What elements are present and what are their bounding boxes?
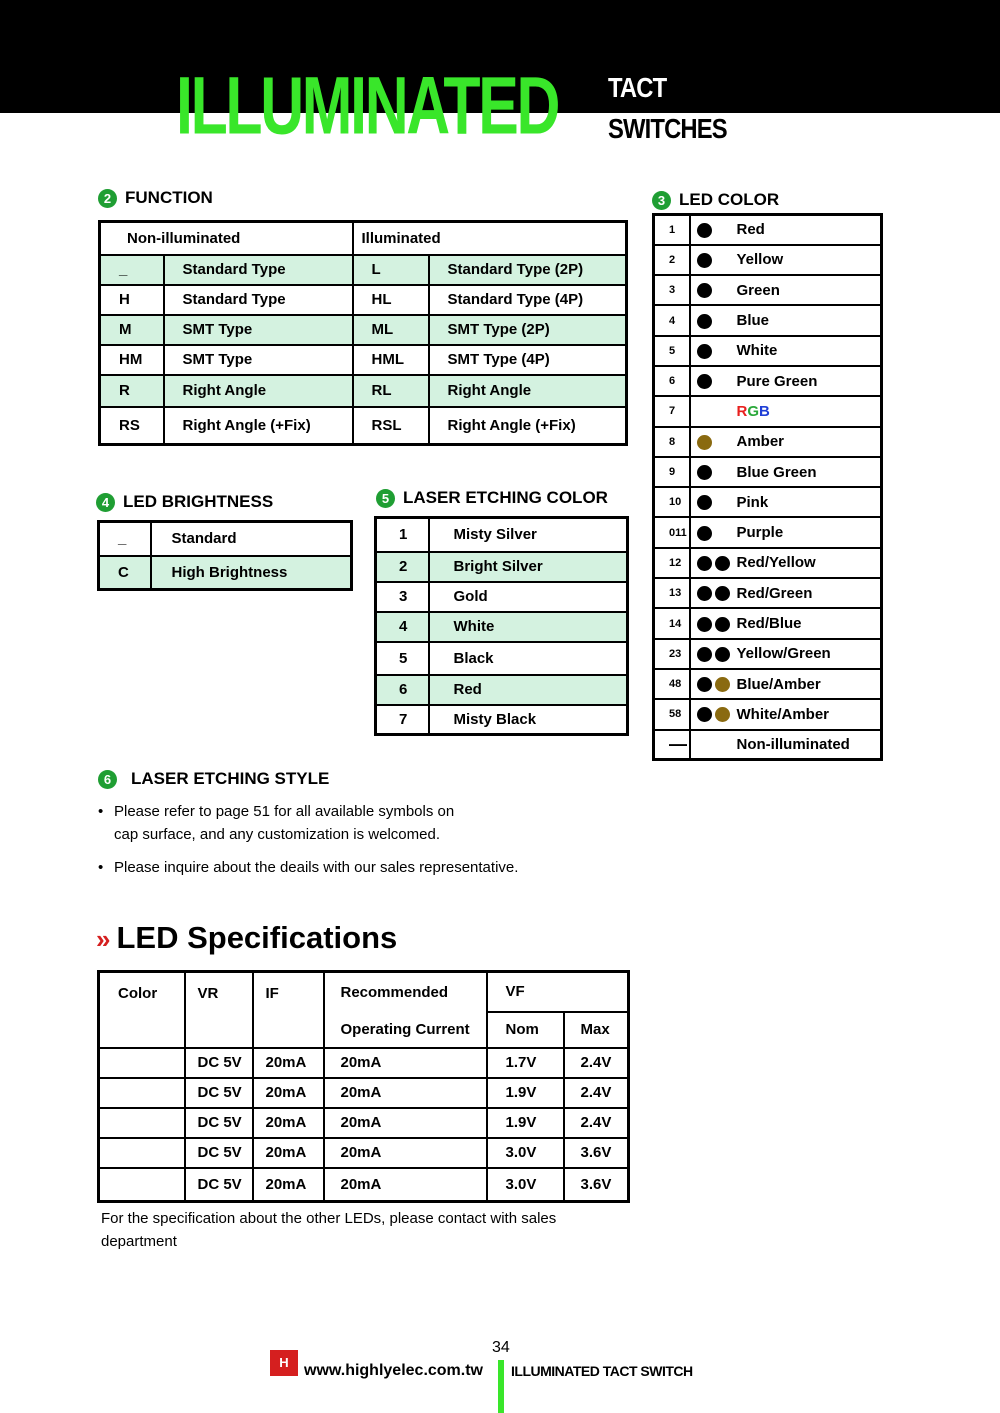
vr-value: DC 5V	[185, 1138, 253, 1168]
color-cell	[99, 1138, 185, 1168]
table-row	[654, 215, 882, 245]
table-row	[100, 345, 627, 375]
nom-value: 3.0V	[487, 1138, 564, 1168]
table-row	[654, 487, 882, 517]
color-name-cell	[690, 366, 882, 396]
table-row	[654, 669, 882, 699]
name-illuminated: Standard Type (2P)	[429, 255, 627, 285]
table-row	[654, 639, 882, 669]
section-number: 6	[98, 770, 117, 789]
table-row	[99, 1078, 629, 1108]
led-dot-icon	[697, 615, 737, 632]
code-non-illuminated: H	[100, 285, 164, 315]
color-name: Blue Green	[736, 463, 817, 481]
name-non-illuminated: Right Angle	[164, 375, 353, 407]
brightness-name: Standard	[151, 522, 352, 556]
color-code: 9	[654, 457, 690, 487]
brightness-code: _	[99, 522, 151, 556]
footer-label: ILLUMINATED TACT SWITCH	[511, 1363, 693, 1379]
color-name: Blue/Amber	[736, 675, 821, 693]
col-header-recommended: Recommended	[324, 972, 487, 1012]
etching-name: Black	[429, 642, 628, 675]
led-dot-icon	[697, 676, 737, 693]
color-cell	[99, 1108, 185, 1138]
name-illuminated: Right Angle (+Fix)	[429, 407, 627, 445]
color-name: Yellow/Green	[736, 645, 831, 663]
etching-style-heading	[98, 769, 329, 789]
brightness-code: C	[99, 556, 151, 590]
led-dot-icon	[697, 464, 737, 481]
etching-color-heading	[376, 488, 608, 508]
color-cell	[99, 1168, 185, 1202]
section-number: 3	[652, 191, 671, 210]
table-row	[100, 407, 627, 445]
col-header-vr: VR	[185, 972, 253, 1048]
col-header-nom: Nom	[487, 1012, 564, 1048]
color-name-cell	[690, 669, 882, 699]
led-dot-icon	[697, 554, 737, 571]
name-illuminated: Standard Type (4P)	[429, 285, 627, 315]
etching-name: Red	[429, 675, 628, 705]
color-name-cell	[690, 487, 882, 517]
max-value: 2.4V	[564, 1048, 629, 1078]
color-code: 6	[654, 366, 690, 396]
name-non-illuminated: SMT Type	[164, 345, 353, 375]
subtitle-tact: TACT	[608, 72, 667, 103]
color-name: Purple	[736, 524, 784, 542]
color-code: 58	[654, 699, 690, 729]
table-row	[99, 556, 352, 590]
col-header-operating-current: Operating Current	[324, 1012, 487, 1048]
color-name-cell	[690, 457, 882, 487]
etching-name: Gold	[429, 582, 628, 612]
code-non-illuminated: RS	[100, 407, 164, 445]
col-header-max: Max	[564, 1012, 629, 1048]
table-row	[99, 1108, 629, 1138]
color-name: RGB	[736, 402, 770, 420]
section-number: 5	[376, 489, 395, 508]
code-non-illuminated: M	[100, 315, 164, 345]
color-name: Red/Yellow	[736, 554, 816, 572]
chevron-icon: »	[96, 924, 111, 954]
current-value: 20mA	[324, 1078, 487, 1108]
max-value: 2.4V	[564, 1108, 629, 1138]
page-number: 34	[492, 1339, 510, 1356]
spec-note: For the specification about the other LEDs, please contact with sales department	[101, 1210, 557, 1250]
led-dot-icon	[697, 494, 737, 511]
nom-value: 1.7V	[487, 1048, 564, 1078]
code-illuminated: ML	[353, 315, 429, 345]
table-row	[654, 578, 882, 608]
if-value: 20mA	[253, 1048, 324, 1078]
led-spec-heading: » LED Specifications	[96, 920, 398, 955]
website-link[interactable]: www.highlyelec.com.tw	[304, 1362, 483, 1379]
table-row	[654, 275, 882, 305]
section-number: 2	[98, 189, 117, 208]
color-code: 7	[654, 396, 690, 426]
current-value: 20mA	[324, 1048, 487, 1078]
color-name: Red/Green	[736, 584, 813, 602]
color-name-cell	[690, 305, 882, 335]
highly-logo: H	[270, 1350, 298, 1376]
etching-code: 1	[376, 518, 429, 552]
code-non-illuminated: HM	[100, 345, 164, 375]
table-row	[654, 305, 882, 335]
vr-value: DC 5V	[185, 1108, 253, 1138]
table-row	[376, 612, 628, 642]
section-title: FUNCTION	[125, 188, 213, 207]
nom-value: 1.9V	[487, 1078, 564, 1108]
table-row	[99, 1048, 629, 1078]
table-row	[654, 366, 882, 396]
led-dot-icon	[697, 645, 737, 662]
color-name: Pure Green	[736, 372, 818, 390]
vr-value: DC 5V	[185, 1048, 253, 1078]
color-name-cell	[690, 608, 882, 638]
current-value: 20mA	[324, 1168, 487, 1202]
table-row	[376, 582, 628, 612]
name-non-illuminated: Standard Type	[164, 255, 353, 285]
etching-color-table	[374, 516, 629, 736]
name-non-illuminated: Standard Type	[164, 285, 353, 315]
led-dot-icon	[697, 433, 737, 450]
color-name: Pink	[736, 493, 769, 511]
code-illuminated: HML	[353, 345, 429, 375]
color-cell	[99, 1048, 185, 1078]
color-name: Blue	[736, 312, 770, 330]
vr-value: DC 5V	[185, 1078, 253, 1108]
led-dot-icon	[697, 282, 737, 299]
table-row	[654, 608, 882, 638]
table-row	[376, 675, 628, 705]
color-name-cell	[690, 275, 882, 305]
color-name-cell	[690, 699, 882, 729]
table-row	[99, 522, 352, 556]
table-row	[376, 518, 628, 552]
name-non-illuminated: SMT Type	[164, 315, 353, 345]
table-row	[376, 705, 628, 735]
vr-value: DC 5V	[185, 1168, 253, 1202]
table-row	[654, 699, 882, 729]
etching-code: 2	[376, 552, 429, 582]
section-title: LED COLOR	[679, 190, 780, 209]
code-illuminated: L	[353, 255, 429, 285]
current-value: 20mA	[324, 1138, 487, 1168]
table-row	[654, 517, 882, 547]
table-row	[654, 427, 882, 457]
page-title: ILLUMINATED	[176, 58, 559, 152]
code-illuminated: RL	[353, 375, 429, 407]
col-header-color: Color	[99, 972, 185, 1048]
name-illuminated: SMT Type (2P)	[429, 315, 627, 345]
led-dot-icon	[697, 706, 737, 723]
etching-code: 4	[376, 612, 429, 642]
function-table	[98, 220, 628, 446]
brightness-table	[97, 520, 353, 591]
if-value: 20mA	[253, 1168, 324, 1202]
table-row	[99, 1138, 629, 1168]
table-row	[654, 245, 882, 275]
col-header-vf: VF	[487, 972, 629, 1012]
color-code: 5	[654, 336, 690, 366]
code-illuminated: RSL	[353, 407, 429, 445]
footer-accent-bar	[498, 1360, 504, 1413]
table-row	[99, 1168, 629, 1202]
color-name: Amber	[736, 433, 785, 451]
led-color-heading	[652, 190, 779, 210]
color-name: Non-illuminated	[736, 735, 850, 753]
name-non-illuminated: Right Angle (+Fix)	[164, 407, 353, 445]
etching-name: Bright Silver	[429, 552, 628, 582]
led-dot-icon	[697, 585, 737, 602]
table-row	[100, 375, 627, 407]
color-name: Green	[736, 281, 780, 299]
if-value: 20mA	[253, 1078, 324, 1108]
color-name-cell	[690, 578, 882, 608]
led-dot-icon	[697, 342, 737, 359]
code-illuminated: HL	[353, 285, 429, 315]
code-non-illuminated: _	[100, 255, 164, 285]
table-row	[100, 255, 627, 285]
color-code: 10	[654, 487, 690, 517]
color-code: 12	[654, 548, 690, 578]
color-name-cell	[690, 639, 882, 669]
current-value: 20mA	[324, 1108, 487, 1138]
color-name-cell	[690, 245, 882, 275]
nom-value: 3.0V	[487, 1168, 564, 1202]
color-code: 1	[654, 215, 690, 245]
color-code: 2	[654, 245, 690, 275]
led-dot-icon	[697, 312, 737, 329]
etching-code: 7	[376, 705, 429, 735]
table-row	[376, 552, 628, 582]
col-header-if: IF	[253, 972, 324, 1048]
etching-code: 6	[376, 675, 429, 705]
brightness-name: High Brightness	[151, 556, 352, 590]
table-row	[654, 548, 882, 578]
color-name-cell	[690, 396, 882, 426]
led-dot-icon	[697, 524, 737, 541]
max-value: 3.6V	[564, 1138, 629, 1168]
if-value: 20mA	[253, 1108, 324, 1138]
etching-name: Misty Silver	[429, 518, 628, 552]
nom-value: 1.9V	[487, 1108, 564, 1138]
etching-code: 3	[376, 582, 429, 612]
color-code: 011	[654, 517, 690, 547]
bullet-item: • Please refer to page 51 for all available symbols on cap surface, and any customization is welcomed.	[98, 803, 455, 843]
led-dot-icon	[697, 221, 737, 238]
code-non-illuminated: R	[100, 375, 164, 407]
section-title: LASER ETCHING STYLE	[131, 769, 330, 788]
subtitle-switches: SWITCHES	[608, 113, 727, 144]
section-title: LED BRIGHTNESS	[123, 492, 274, 511]
max-value: 3.6V	[564, 1168, 629, 1202]
col-header-illuminated: Illuminated	[353, 222, 627, 255]
color-name: Red	[736, 221, 765, 239]
color-name: Red/Blue	[736, 615, 802, 632]
led-spec-table	[97, 970, 630, 1203]
if-value: 20mA	[253, 1138, 324, 1168]
color-name-cell	[690, 427, 882, 457]
led-color-table	[652, 213, 883, 761]
table-row	[100, 315, 627, 345]
table-row	[100, 285, 627, 315]
name-illuminated: SMT Type (4P)	[429, 345, 627, 375]
color-name-cell	[690, 215, 882, 245]
led-dot-icon	[697, 373, 737, 390]
section-title: LASER ETCHING COLOR	[403, 488, 608, 507]
color-name-cell	[690, 517, 882, 547]
function-heading	[98, 188, 213, 208]
col-header-non-illuminated: Non-illuminated	[100, 222, 353, 255]
color-code: 23	[654, 639, 690, 669]
color-name-cell	[690, 548, 882, 578]
etching-name: Misty Black	[429, 705, 628, 735]
etching-code: 5	[376, 642, 429, 675]
color-name: White	[736, 342, 778, 360]
brightness-heading	[96, 492, 273, 512]
color-name-cell	[690, 336, 882, 366]
max-value: 2.4V	[564, 1078, 629, 1108]
color-code: 3	[654, 275, 690, 305]
color-code: 13	[654, 578, 690, 608]
table-row	[654, 730, 882, 760]
color-cell	[99, 1078, 185, 1108]
color-code: 14	[654, 608, 690, 638]
name-illuminated: Right Angle	[429, 375, 627, 407]
color-code: 8	[654, 427, 690, 457]
table-row	[654, 336, 882, 366]
color-code: 4	[654, 305, 690, 335]
led-dot-icon	[697, 251, 737, 268]
table-row	[654, 396, 882, 426]
etching-name: White	[429, 612, 628, 642]
bullet-item: • Please inquire about the deails with our sales representative.	[98, 859, 519, 876]
color-code: —	[654, 730, 690, 760]
color-name: White/Amber	[736, 705, 830, 723]
color-code: 48	[654, 669, 690, 699]
section-number: 4	[96, 493, 115, 512]
table-row	[654, 457, 882, 487]
color-name: Yellow	[736, 251, 784, 269]
table-row	[376, 642, 628, 675]
color-name-cell	[690, 730, 882, 760]
